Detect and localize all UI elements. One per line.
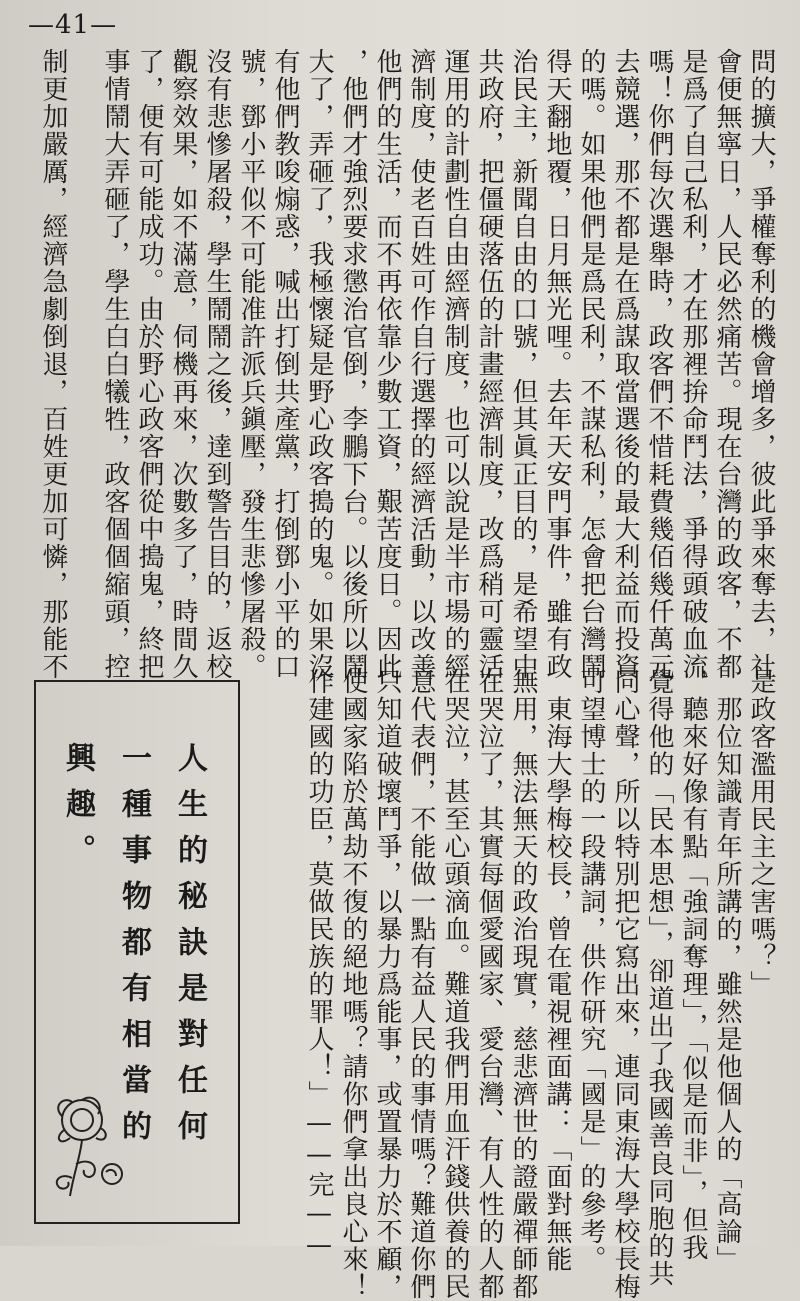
text-column: 是政客濫用民主之害嗎？」	[746, 668, 776, 998]
text-column: 了，便有可能成功。由於野心政客們從中搗鬼，終把	[134, 48, 164, 681]
text-column: 有他們教唆煽惑，喊出打倒共產黨，打倒鄧小平的口	[270, 48, 300, 681]
text-column: 東海大學梅校長，曾在電視裡面講：「面對無能	[542, 668, 572, 1273]
text-column: 事情鬧大弄砸了，學生白白犧牲，政客個個縮頭，控	[100, 48, 130, 681]
text-column: 可望博士的一段講詞，供作研究「國是」的參考。	[576, 668, 606, 1273]
text-column: 是爲了自己私利，才在那裡拚命鬥法，爭得頭破血流	[678, 48, 708, 681]
text-column: ，聽來好像有點「強詞奪理」，「似是而非」，但我	[678, 668, 708, 1262]
quote-column: 興趣。	[60, 742, 95, 880]
flower-ornament-icon	[42, 1092, 132, 1202]
text-column: 大了，弄砸了，我極懷疑是野心政客搗的鬼。如果沒	[304, 48, 334, 681]
text-column: 使國家陷於萬劫不復的絕地嗎？請你們拿出良心來！	[338, 668, 368, 1301]
quote-column: 人生的秘訣是對任何	[172, 742, 207, 1156]
page-number: —41—	[28, 10, 118, 40]
text-column: 號，鄧小平似不可能准許派兵鎭壓，發生悲慘屠殺。	[236, 48, 266, 681]
text-column: ，他們才強烈要求懲治官倒，李鵬下台。以後所以鬧	[338, 48, 368, 681]
text-column: 運用的計劃性自由經濟制度，也可以說是半市場的經	[440, 48, 470, 681]
text-column: 無用，無法無天的政治現實，慈悲濟世的證嚴禪師都	[508, 668, 538, 1301]
text-column: 在哭泣了，其實每個愛國家、愛台灣、有人性的人都	[474, 668, 504, 1301]
text-column: 在哭泣，甚至心頭滴血。難道我們用血汗錢供養的民	[440, 668, 470, 1301]
text-column: 濟制度，使老百姓可作自行選擇的經濟活動，以改善	[406, 48, 436, 681]
text-column: 嗎！你們每次選舉時，政客們不惜耗費幾佰幾仟萬元	[644, 48, 674, 681]
quote-column: 一種事物都有相當的	[116, 742, 151, 1156]
text-column: 沒有悲慘屠殺，學生鬧鬧之後，達到警告目的，返校	[202, 48, 232, 681]
text-column: 共政府，把僵硬落伍的計畫經濟制度，改爲稍可靈活	[474, 48, 504, 681]
text-column: 去競選，那不都是在爲謀取當選後的最大利益而投資	[610, 48, 640, 681]
text-column: 他們的生活，而不再依靠少數工資，艱苦度日。因此	[372, 48, 402, 681]
text-column: 觀察效果，如不滿意，伺機再來，次數多了，時間久	[168, 48, 198, 681]
text-column: 覺得他的「民本思想」，卻道出了我國善良同胞的共	[644, 668, 674, 1288]
text-column: 作建國的功臣，莫做民族的罪人！」——完——	[304, 668, 334, 1262]
text-column: 的嗎。如果他們是爲民利，不謀私利，怎會把台灣鬧	[576, 48, 606, 681]
text-column: 同心聲，所以特別把它寫出來，連同東海大學校長梅	[610, 668, 640, 1301]
text-column: 會便無寧日，人民必然痛苦。現在台灣的政客，不都	[712, 48, 742, 681]
text-column: 意代表們，不能做一點有益人民的事情嗎？難道你們	[406, 668, 436, 1301]
text-column: 得天翻地覆，日月無光哩。去年天安門事件，雖有政	[542, 48, 572, 681]
text-column: 那位知識青年所講的，雖然是他個人的「高論」	[712, 668, 742, 1273]
text-column: 治民主，新聞自由的口號，但其眞正目的，是希望中	[508, 48, 538, 681]
text-column: 制更加嚴厲，經濟急劇倒退，百姓更加可憐，那能不	[38, 48, 68, 681]
text-column: 問的擴大，爭權奪利的機會增多，彼此爭來奪去，社	[746, 48, 776, 681]
text-column: 只知道破壞鬥爭，以暴力爲能事，或置暴力於不顧，	[372, 668, 402, 1301]
